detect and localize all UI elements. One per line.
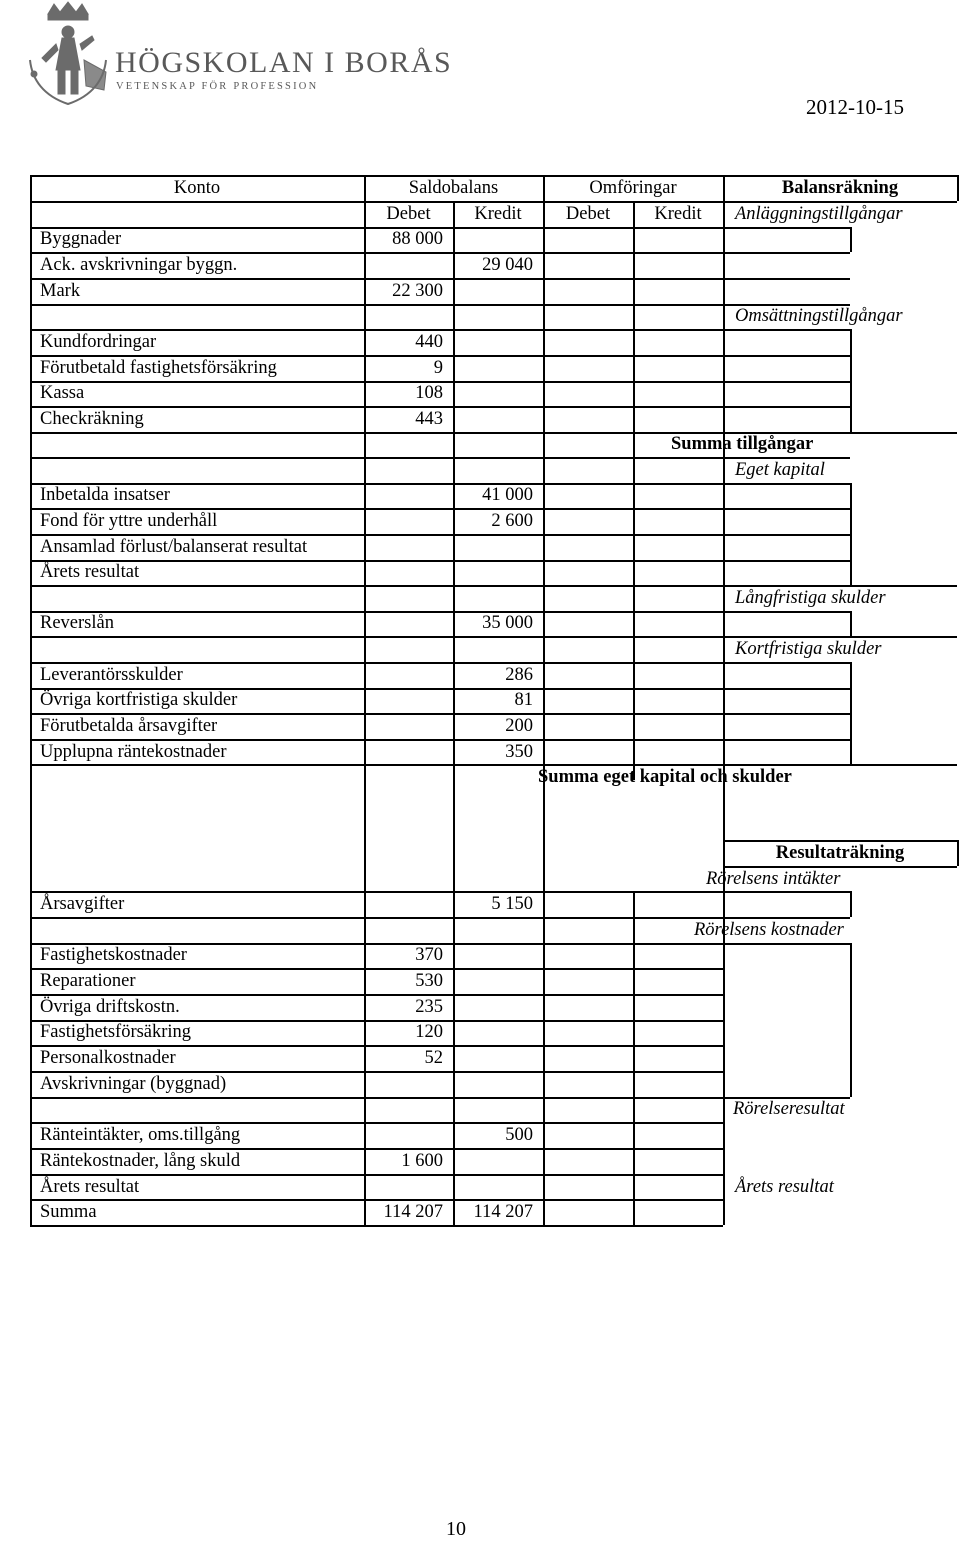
row-label: Byggnader bbox=[40, 229, 122, 249]
row-debet: 120 bbox=[415, 1022, 443, 1042]
section-kortfristiga-skulder: Kortfristiga skulder bbox=[735, 639, 882, 659]
university-crest-icon bbox=[20, 0, 116, 110]
grid-line bbox=[723, 943, 850, 945]
row-label: Övriga kortfristiga skulder bbox=[40, 690, 238, 710]
row-label: Årets resultat bbox=[40, 562, 140, 582]
row-kredit: 35 000 bbox=[482, 613, 533, 633]
row-label: Personalkostnader bbox=[40, 1048, 176, 1068]
section-langfristiga-skulder: Långfristiga skulder bbox=[735, 588, 886, 608]
row-debet: 22 300 bbox=[392, 281, 443, 301]
row-label: Ränteintäkter, oms.tillgång bbox=[40, 1125, 241, 1145]
row-kredit: 286 bbox=[505, 665, 533, 685]
grid-line bbox=[850, 662, 852, 764]
document-date: 2012-10-15 bbox=[806, 95, 904, 119]
summa-tillgangar: Summa tillgångar bbox=[671, 434, 814, 454]
section-rorelsens-kostnader: Rörelsens kostnader bbox=[694, 920, 844, 940]
header-debet-omf: Debet bbox=[565, 204, 611, 224]
header-resultatrakning: Resultaträkning bbox=[775, 843, 905, 863]
section-arets-resultat: Årets resultat bbox=[735, 1177, 834, 1197]
row-kredit: 114 207 bbox=[473, 1202, 533, 1222]
section-eget-kapital: Eget kapital bbox=[735, 460, 825, 480]
row-debet: 9 bbox=[433, 358, 443, 378]
grid-line bbox=[633, 201, 635, 780]
page-number: 10 bbox=[446, 1518, 466, 1540]
header-kredit-saldo: Kredit bbox=[474, 204, 522, 224]
grid-line bbox=[543, 175, 545, 1225]
row-label: Mark bbox=[40, 281, 81, 301]
header-omforingar: Omföringar bbox=[589, 178, 677, 198]
row-label: Avskrivningar (byggnad) bbox=[40, 1074, 227, 1094]
section-omsattningstillgangar: Omsättningstillgångar bbox=[735, 306, 903, 326]
grid-line bbox=[850, 891, 852, 917]
row-debet: 443 bbox=[415, 409, 443, 429]
row-label: Förutbetald fastighetsförsäkring bbox=[40, 358, 277, 378]
row-kredit: 500 bbox=[505, 1125, 533, 1145]
grid-line bbox=[30, 611, 850, 613]
row-label: Ack. avskrivningar byggn. bbox=[40, 255, 238, 275]
grid-line bbox=[850, 483, 852, 585]
row-label: Reverslån bbox=[40, 613, 114, 633]
row-debet: 52 bbox=[424, 1048, 443, 1068]
grid-line bbox=[30, 1225, 723, 1227]
row-label: Reparationer bbox=[40, 971, 136, 991]
row-debet: 370 bbox=[415, 945, 443, 965]
logo-name: HÖGSKOLAN I BORÅS bbox=[115, 46, 453, 79]
row-label: Årets resultat bbox=[40, 1177, 140, 1197]
row-debet: 440 bbox=[415, 332, 443, 352]
row-label: Fastighetsförsäkring bbox=[40, 1022, 192, 1042]
row-debet: 235 bbox=[415, 997, 443, 1017]
row-label: Förutbetalda årsavgifter bbox=[40, 716, 218, 736]
row-label: Kassa bbox=[40, 383, 85, 403]
logo-tagline: VETENSKAP FÖR PROFESSION bbox=[116, 81, 319, 92]
row-label: Inbetalda insatser bbox=[40, 485, 170, 505]
row-debet: 1 600 bbox=[401, 1151, 443, 1171]
row-kredit: 81 bbox=[514, 690, 533, 710]
grid-line bbox=[957, 175, 959, 201]
row-label: Upplupna räntekostnader bbox=[40, 742, 227, 762]
grid-line bbox=[850, 329, 852, 432]
grid-line bbox=[30, 1097, 723, 1099]
section-anlaggningstillgangar: Anläggningstillgångar bbox=[735, 204, 903, 224]
row-label: Fastighetskostnader bbox=[40, 945, 187, 965]
grid-line bbox=[30, 304, 850, 306]
grid-line bbox=[30, 457, 850, 459]
row-debet: 530 bbox=[415, 971, 443, 991]
header-saldobalans: Saldobalans bbox=[408, 178, 499, 198]
row-label: Övriga driftskostn. bbox=[40, 997, 180, 1017]
row-label: Summa bbox=[40, 1202, 97, 1222]
grid-line bbox=[30, 891, 723, 893]
row-label: Leverantörsskulder bbox=[40, 665, 183, 685]
row-kredit: 5 150 bbox=[491, 894, 533, 914]
grid-line bbox=[850, 611, 852, 636]
row-label: Checkräkning bbox=[40, 409, 144, 429]
grid-line bbox=[30, 175, 32, 1225]
grid-line bbox=[723, 175, 725, 1225]
row-debet: 88 000 bbox=[392, 229, 443, 249]
grid-line bbox=[957, 840, 959, 866]
row-kredit: 29 040 bbox=[482, 255, 533, 275]
section-rorelseresultat: Rörelseresultat bbox=[733, 1099, 845, 1119]
row-kredit: 350 bbox=[505, 742, 533, 762]
row-kredit: 200 bbox=[505, 716, 533, 736]
row-kredit: 41 000 bbox=[482, 485, 533, 505]
row-debet: 108 bbox=[415, 383, 443, 403]
row-kredit: 2 600 bbox=[491, 511, 533, 531]
grid-line bbox=[30, 917, 723, 919]
summa-eget-kapital-och-skulder: Summa eget kapital och skulder bbox=[538, 767, 792, 787]
header-konto: Konto bbox=[173, 178, 221, 198]
grid-line bbox=[633, 891, 635, 1225]
grid-line bbox=[723, 891, 850, 893]
row-label: Kundfordringar bbox=[40, 332, 157, 352]
header-debet-saldo: Debet bbox=[386, 204, 431, 224]
row-label: Årsavgifter bbox=[40, 894, 125, 914]
grid-line bbox=[850, 943, 852, 1097]
row-label: Räntekostnader, lång skuld bbox=[40, 1151, 241, 1171]
grid-line bbox=[30, 560, 850, 562]
grid-line bbox=[850, 227, 852, 252]
header-kredit-omf: Kredit bbox=[654, 204, 702, 224]
row-label: Fond för yttre underhåll bbox=[40, 511, 218, 531]
row-label: Ansamlad förlust/balanserat resultat bbox=[40, 537, 308, 557]
section-rorelsens-intakter: Rörelsens intäkter bbox=[706, 869, 841, 889]
header-balansrakning: Balansräkning bbox=[781, 178, 899, 198]
row-debet: 114 207 bbox=[383, 1202, 443, 1222]
